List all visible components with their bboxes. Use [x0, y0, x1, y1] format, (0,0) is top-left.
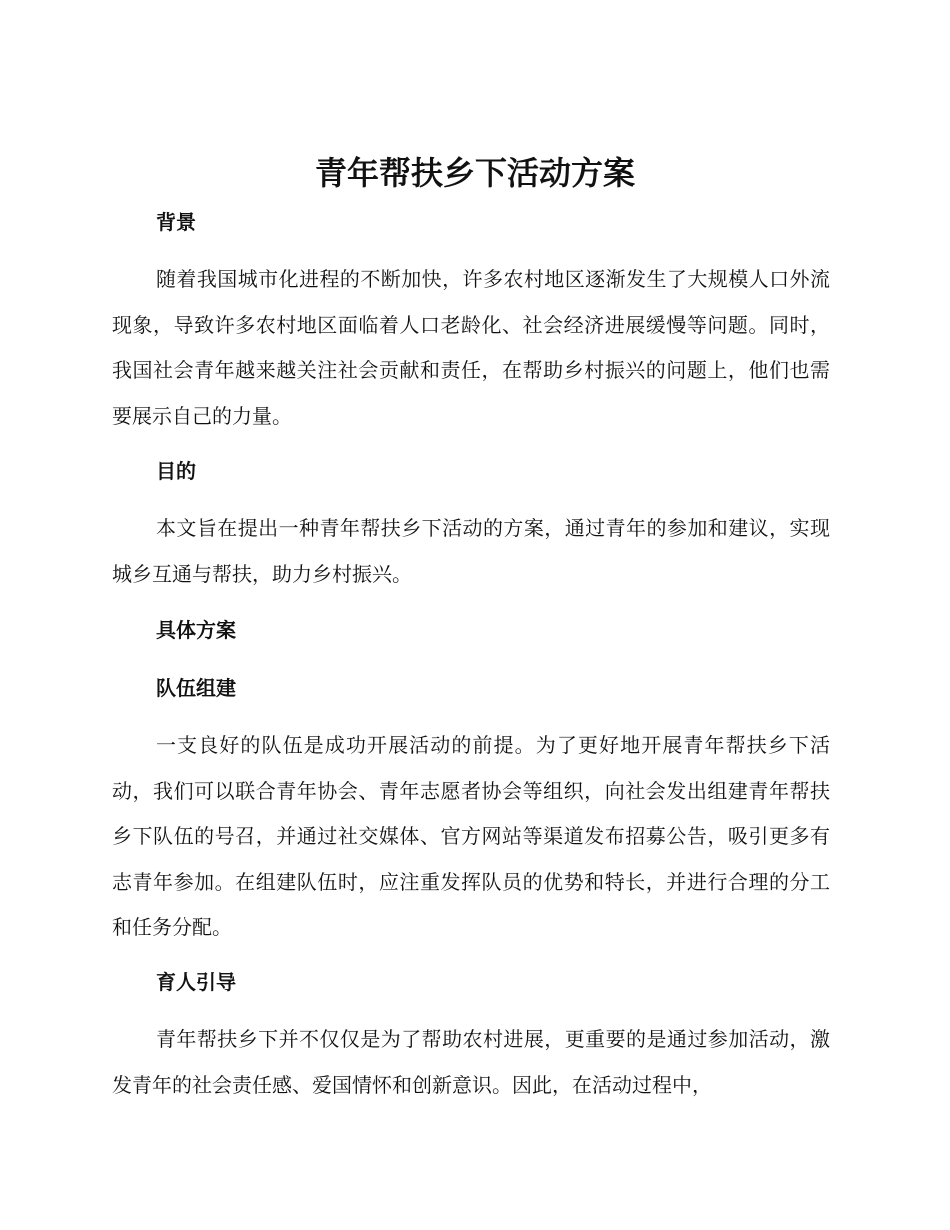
document-title: 青年帮扶乡下活动方案	[314, 154, 635, 192]
section-paragraph-purpose: 本文旨在提出一种青年帮扶乡下活动的方案，通过青年的参加和建议，实现城乡互通与帮扶，助力乡村振兴。	[112, 516, 830, 586]
section-heading-background: 背景	[156, 210, 196, 234]
section-paragraph-team-building: 一支良好的队伍是成功开展活动的前提。为了更好地开展青年帮扶乡下活动，我们可以联合青年协会、青年志愿者协会等组织，向社会发出组建青年帮扶乡下队伍的号召，并通过社交媒体、官方网站等渠道发布招募公告，吸引更多有志青年参加。在组建队伍时，应注重发挥队员的优势和特长，并进行合理的分工和任务分配。	[112, 733, 830, 939]
section-heading-team-building: 队伍组建	[156, 676, 236, 700]
section-heading-plan: 具体方案	[156, 618, 236, 642]
section-paragraph-background: 随着我国城市化进程的不断加快，许多农村地区逐渐发生了大规模人口外流现象，导致许多农村地区面临着人口老龄化、社会经济进展缓慢等问题。同时，我国社会青年越来越关注社会贡献和责任，在帮助乡村振兴的问题上，他们也需要展示自己的力量。	[112, 267, 830, 428]
section-heading-guidance: 育人引导	[156, 970, 236, 994]
section-heading-purpose: 目的	[156, 459, 196, 483]
section-paragraph-guidance: 青年帮扶乡下并不仅仅是为了帮助农村进展，更重要的是通过参加活动，激发青年的社会责任感、爱国情怀和创新意识。因此，在活动过程中，	[112, 1027, 830, 1097]
